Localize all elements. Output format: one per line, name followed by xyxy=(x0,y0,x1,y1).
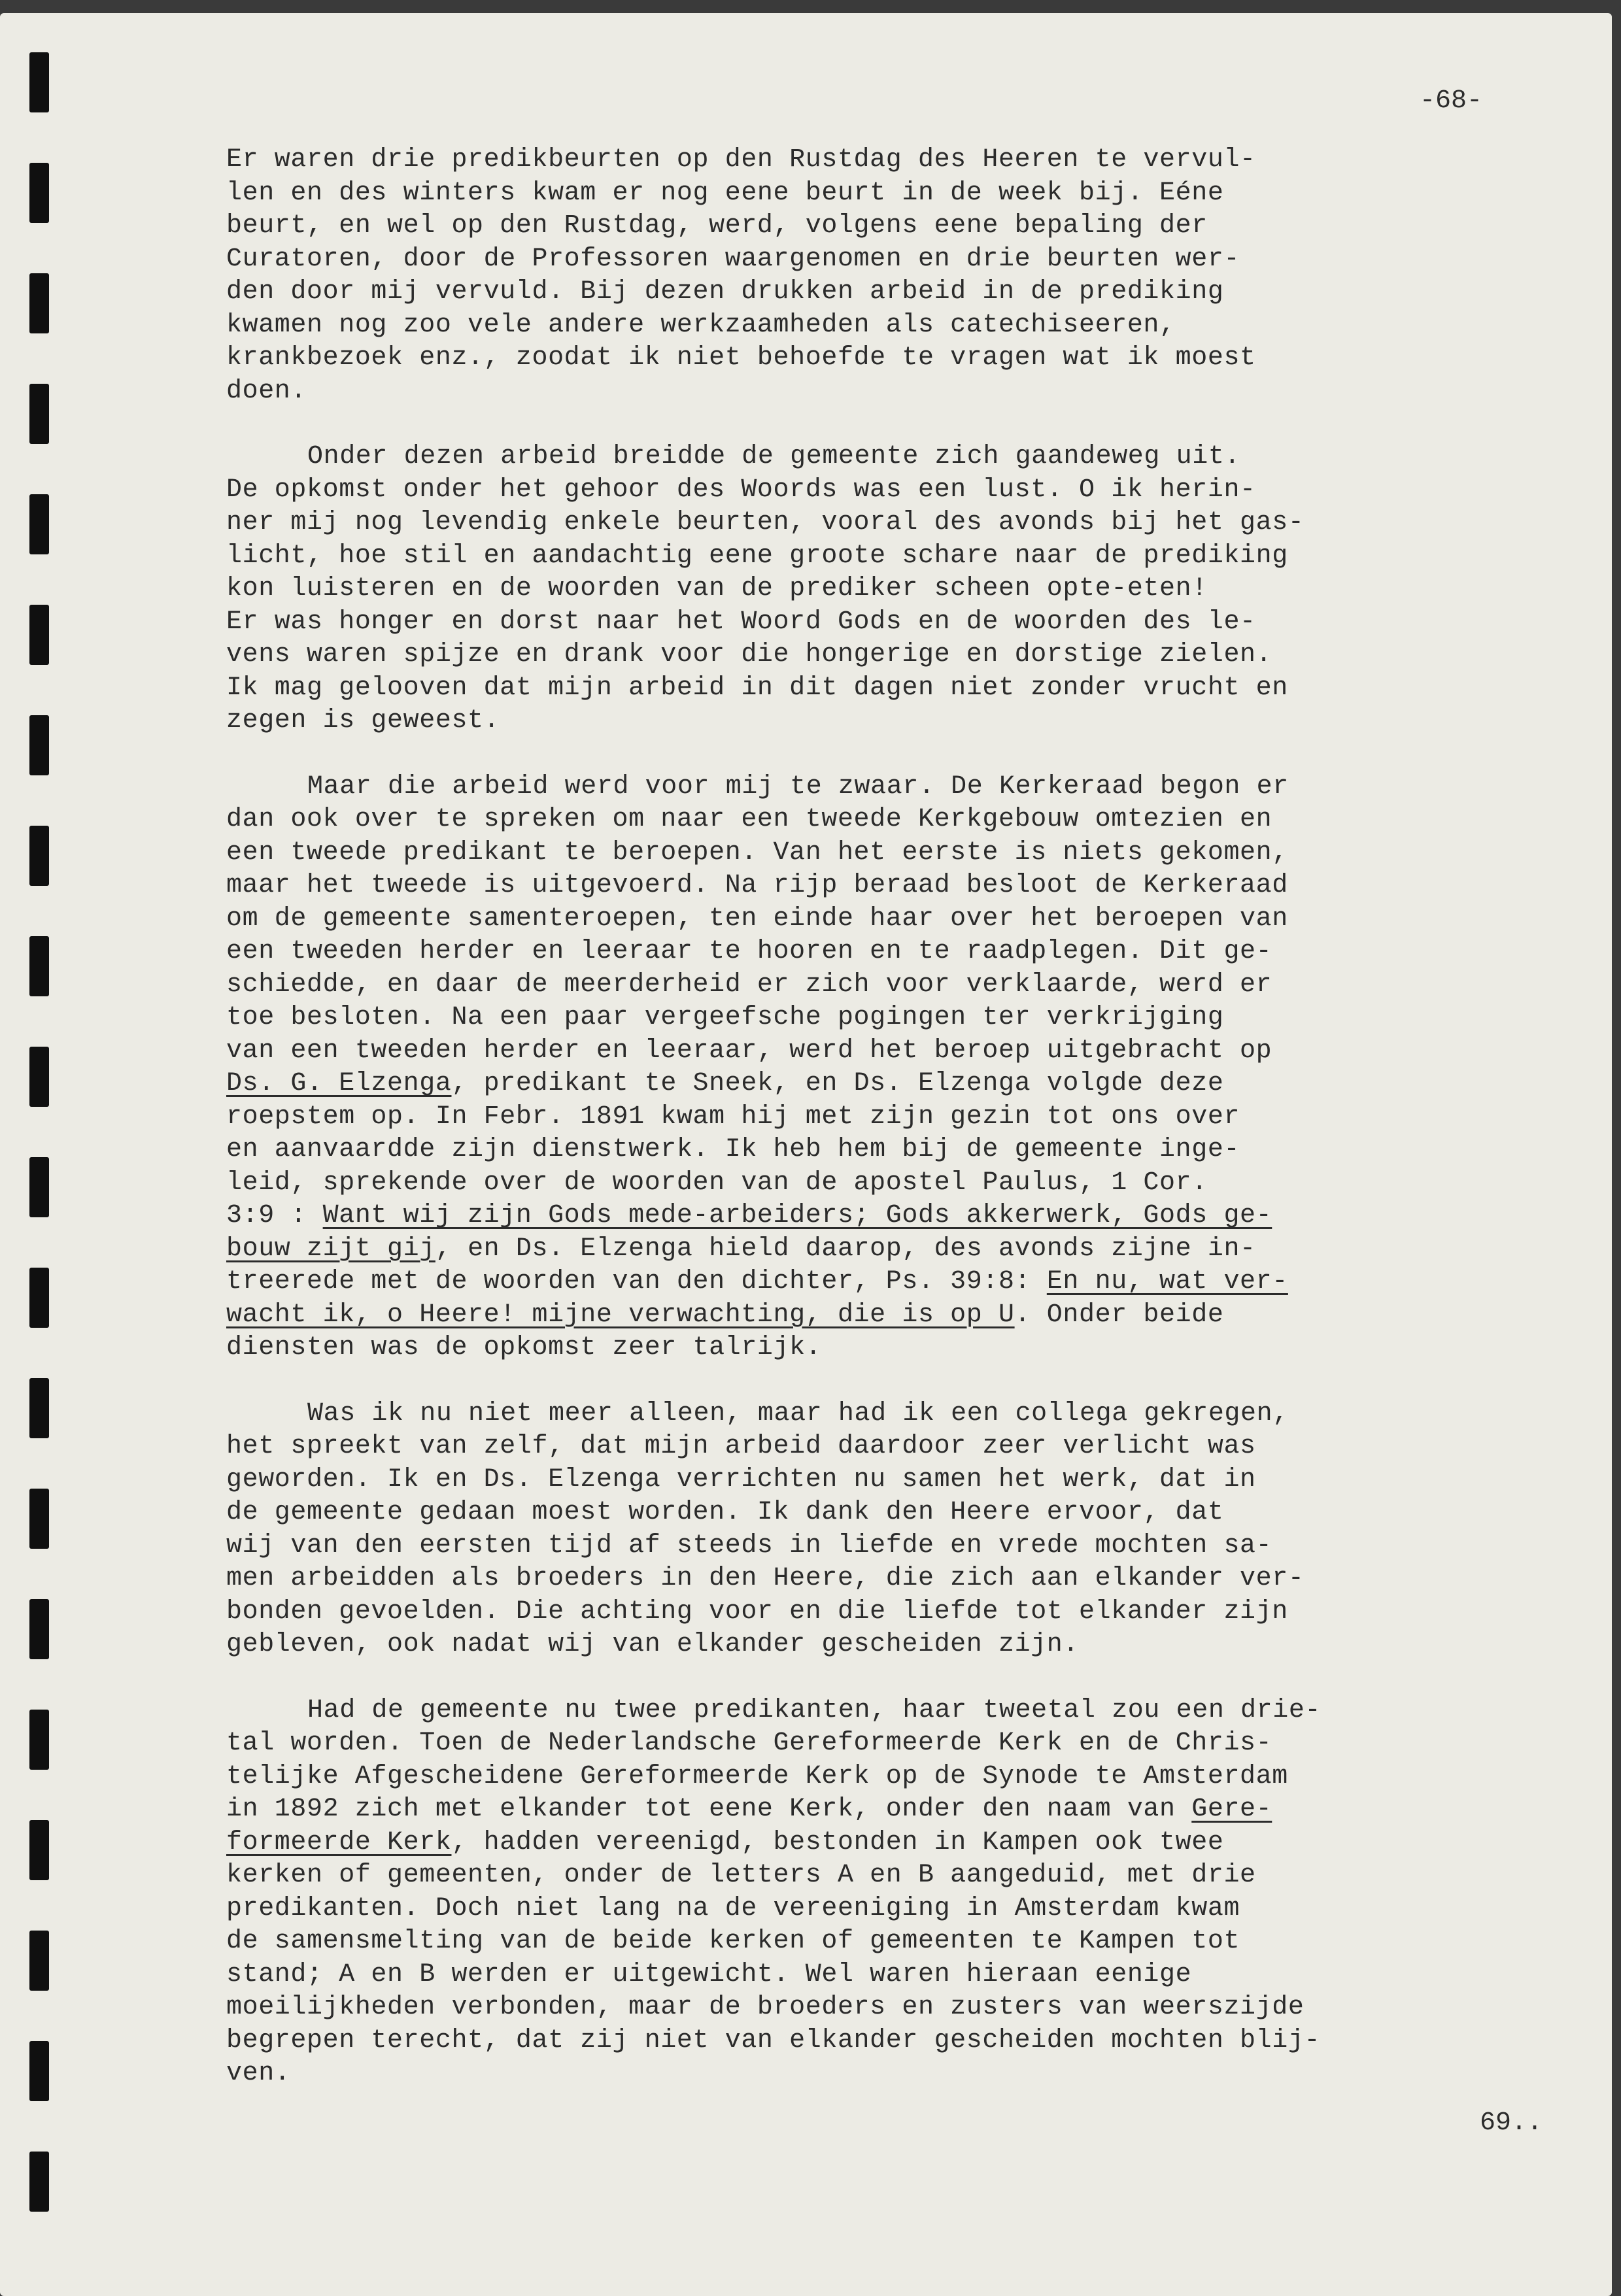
text-line: Ds. G. Elzenga, predikant te Sneek, en Ds. Elzenga volgde deze xyxy=(226,1069,1224,1098)
binding-hole xyxy=(29,1931,49,1991)
text-line: Maar die arbeid werd voor mij te zwaar. De Kerkeraad begon er xyxy=(307,771,1289,802)
text-line: leid, sprekende over de woorden van de apostel Paulus, 1 Cor. xyxy=(226,1168,1208,1198)
text-line: predikanten. Doch niet lang na de vereeniging in Amsterdam kwam xyxy=(226,1893,1240,1923)
binding-hole xyxy=(29,273,49,333)
underlined-text: bouw zijt gij xyxy=(226,1234,435,1264)
text-line: wij van den eersten tijd af steeds in liefde en vrede mochten sa- xyxy=(226,1530,1272,1561)
text-line: een tweeden herder en leeraar te hooren en te raadplegen. Dit ge- xyxy=(226,937,1272,966)
binding-hole xyxy=(29,1157,49,1217)
text-line: van een tweeden herder en leeraar, werd het beroep uitgebracht op xyxy=(226,1036,1272,1066)
binding-hole xyxy=(29,1489,49,1549)
underlined-text: Want wij zijn Gods mede-arbeiders; Gods akkerwerk, Gods ge- xyxy=(322,1201,1272,1230)
text-line: moeilijkheden verbonden, maar de broeders en zusters van weerszijde xyxy=(226,1993,1305,2022)
text-line: formeerde Kerk, hadden vereenigd, bestonden in Kampen ook twee xyxy=(226,1827,1224,1857)
text-line: diensten was de opkomst zeer talrijk. xyxy=(226,1333,822,1362)
text-line: vens waren spijze en drank voor die hongerige en dorstige zielen. xyxy=(226,640,1272,669)
text-line: Er waren drie predikbeurten op den Rustdag des Heeren te vervul- xyxy=(226,145,1256,175)
text-line: Er was honger en dorst naar het Woord Gods en de woorden des le- xyxy=(226,607,1256,637)
text-line: bouw zijt gij, en Ds. Elzenga hield daarop, des avonds zijne in- xyxy=(226,1234,1256,1264)
text-line: krankbezoek enz., zoodat ik niet behoefde te vragen wat ik moest xyxy=(226,343,1256,373)
text-line: wacht ik, o Heere! mijne verwachting, die is op U. Onder beide xyxy=(226,1300,1224,1330)
binding-hole xyxy=(29,384,49,444)
text-line: treerede met de woorden van den dichter, Ps. 39:8: En nu, wat ver- xyxy=(226,1267,1288,1296)
text-line: om de gemeente samenteroepen, ten einde haar over het beroepen van xyxy=(226,903,1288,934)
text-line: ner mij nog levendig enkele beurten, vooral des avonds bij het gas- xyxy=(226,508,1305,537)
text-line: tal worden. Toen de Nederlandsche Gereformeerde Kerk en de Chris- xyxy=(226,1729,1272,1758)
text-line: doen. xyxy=(226,376,307,406)
text-line: het spreekt van zelf, dat mijn arbeid daardoor zeer verlicht was xyxy=(226,1432,1256,1461)
text-line: en aanvaardde zijn dienstwerk. Ik heb hem bij de gemeente inge- xyxy=(226,1135,1240,1164)
underlined-text: En nu, wat ver- xyxy=(1046,1267,1288,1296)
text-line: Was ik nu niet meer alleen, maar had ik een collega gekregen, xyxy=(307,1398,1289,1428)
text-line: telijke Afgescheidene Gereformeerde Kerk op de Synode te Amsterdam xyxy=(226,1761,1288,1791)
text-line: de gemeente gedaan moest worden. Ik dank den Heere ervoor, dat xyxy=(226,1498,1224,1527)
text-line: den door mij vervuld. Bij dezen drukken arbeid in de prediking xyxy=(226,277,1224,307)
binding-hole xyxy=(29,2152,49,2212)
body-text xyxy=(226,144,1573,2123)
binding-hole xyxy=(29,936,49,996)
underlined-text: formeerde Kerk xyxy=(226,1827,452,1857)
text-line: toe besloten. Na een paar vergeefsche pogingen ter verkrijging xyxy=(226,1003,1224,1032)
binding-hole xyxy=(29,1710,49,1770)
text-line: roepstem op. In Febr. 1891 kwam hij met zijn gezin tot ons over xyxy=(226,1102,1240,1132)
text-line: bonden gevoelden. Die achting voor en die liefde tot elkander zijn xyxy=(226,1596,1288,1627)
binding-hole xyxy=(29,2041,49,2101)
text-line: de samensmelting van de beide kerken of gemeenten te Kampen tot xyxy=(226,1927,1240,1956)
catchword: 69.. xyxy=(1479,2108,1543,2138)
binding-hole xyxy=(29,715,49,775)
text-line: maar het tweede is uitgevoerd. Na rijp beraad besloot de Kerkeraad xyxy=(226,871,1288,900)
binding-hole xyxy=(29,1820,49,1880)
text-line: zegen is geweest. xyxy=(226,706,500,735)
paragraph xyxy=(226,144,1573,408)
text-line: 3:9 : Want wij zijn Gods mede-arbeiders; Gods akkerwerk, Gods ge- xyxy=(226,1201,1272,1230)
text-line: schiedde, en daar de meerderheid er zich voor verklaarde, werd er xyxy=(226,970,1272,1000)
paragraph xyxy=(226,1398,1573,1662)
binding-hole xyxy=(29,605,49,665)
binding-hole xyxy=(29,1047,49,1107)
text-line: kerken of gemeenten, onder de letters A en B aangeduid, met drie xyxy=(226,1861,1256,1890)
document-page xyxy=(0,13,1612,2296)
underlined-text: Ds. G. Elzenga xyxy=(226,1069,452,1098)
underlined-text: Gere- xyxy=(1191,1795,1272,1824)
text-line: licht, hoe stil en aandachtig eene groote schare naar de prediking xyxy=(226,541,1288,571)
binding-hole xyxy=(29,163,49,223)
text-line: geworden. Ik en Ds. Elzenga verrichten nu samen het werk, dat in xyxy=(226,1464,1256,1494)
binding-hole xyxy=(29,1599,49,1659)
text-line: kwamen nog zoo vele andere werkzaamheden als catechiseeren, xyxy=(226,310,1176,340)
text-line: Onder dezen arbeid breidde de gemeente zich gaandeweg uit. xyxy=(307,442,1241,471)
text-line: dan ook over te spreken om naar een tweede Kerkgebouw omtezien en xyxy=(226,805,1272,834)
binding-hole xyxy=(29,1378,49,1438)
text-line: beurt, en wel op den Rustdag, werd, volgens eene bepaling der xyxy=(226,211,1208,241)
page-number: -68- xyxy=(1419,86,1482,116)
binding-hole xyxy=(29,52,49,112)
text-line: len en des winters kwam er nog eene beurt in de week bij. Eéne xyxy=(226,178,1224,208)
text-line: stand; A en B werden er uitgewicht. Wel waren hieraan eenige xyxy=(226,1959,1192,1989)
paragraph xyxy=(226,771,1573,1365)
text-line: Curatoren, door de Professoren waargenomen en drie beurten wer- xyxy=(226,244,1240,274)
text-line: in 1892 zich met elkander tot eene Kerk, onder den naam van Gere- xyxy=(226,1795,1272,1824)
text-line: ven. xyxy=(226,2059,291,2088)
text-line: men arbeidden als broeders in den Heere, die zich aan elkander ver- xyxy=(226,1564,1305,1593)
text-line: Had de gemeente nu twee predikanten, haar tweetal zou een drie- xyxy=(307,1695,1322,1725)
underlined-text: wacht ik, o Heere! mijne verwachting, die is op U xyxy=(226,1300,1015,1330)
binding-hole xyxy=(29,494,49,554)
binding-hole xyxy=(29,826,49,886)
text-line: kon luisteren en de woorden van de prediker scheen opte-eten! xyxy=(226,574,1208,603)
binding-hole xyxy=(29,1268,49,1328)
paragraph xyxy=(226,441,1573,738)
text-line: gebleven, ook nadat wij van elkander gescheiden zijn. xyxy=(226,1630,1080,1659)
text-line: een tweede predikant te beroepen. Van het eerste is niets gekomen, xyxy=(226,837,1288,868)
text-line: Ik mag gelooven dat mijn arbeid in dit dagen niet zonder vrucht en xyxy=(226,673,1288,703)
paragraph xyxy=(226,1695,1573,2091)
text-line: De opkomst onder het gehoor des Woords was een lust. O ik herin- xyxy=(226,475,1256,505)
text-line: begrepen terecht, dat zij niet van elkander gescheiden mochten blij- xyxy=(226,2025,1321,2055)
